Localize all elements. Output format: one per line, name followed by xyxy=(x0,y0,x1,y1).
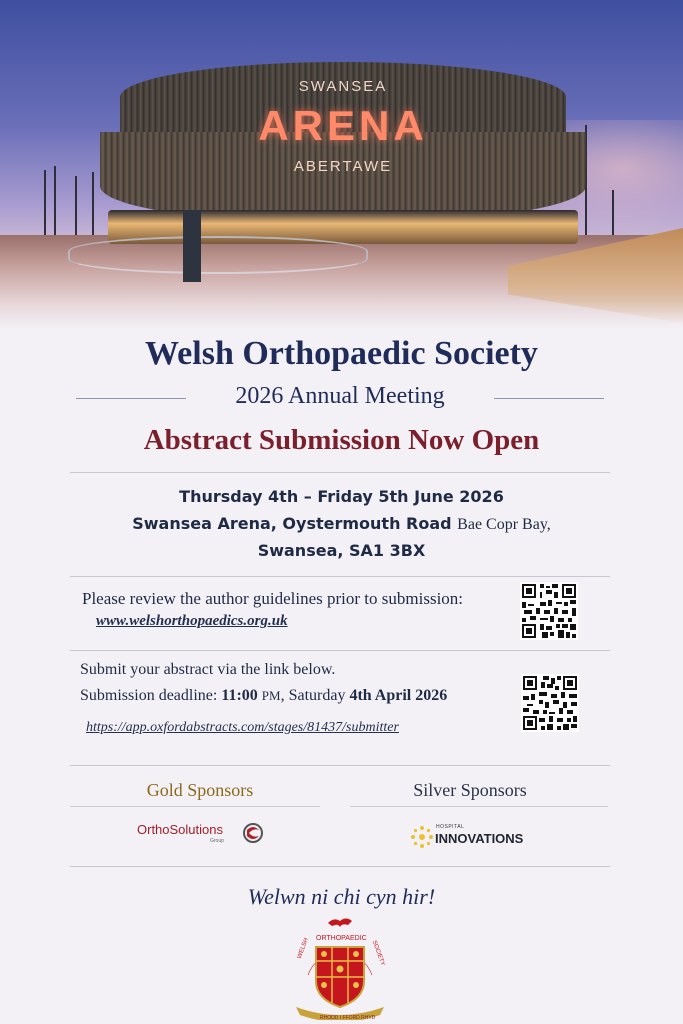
deadline-day: , Saturday xyxy=(280,687,346,704)
lamp-post xyxy=(54,166,56,240)
divider xyxy=(494,398,604,399)
gold-sponsors-heading: Gold Sponsors xyxy=(146,780,254,800)
society-crest-logo xyxy=(290,915,390,1020)
arena-sign-top: SWANSEA xyxy=(298,78,388,95)
hospital-innovations-logo-text[interactable]: INNOVATIONS xyxy=(435,831,524,846)
divider xyxy=(70,765,610,766)
event-dates: Thursday 4th – Friday 5th June 2026 xyxy=(179,487,504,506)
submission-qr-code[interactable] xyxy=(521,674,579,732)
venue-extra: Bae Copr Bay, xyxy=(457,516,551,533)
svg-text:SOCIETY: SOCIETY xyxy=(370,939,386,967)
svg-text:WELSH: WELSH xyxy=(296,937,310,960)
divider xyxy=(70,472,610,473)
hospital-innovations-logo-icon xyxy=(410,825,434,849)
divider xyxy=(70,576,610,577)
divider xyxy=(70,866,610,867)
lamp-post xyxy=(44,170,46,240)
svg-text:ORTHOPAEDIC: ORTHOPAEDIC xyxy=(316,935,367,942)
subtitle: 2026 Annual Meeting xyxy=(235,383,445,409)
guidelines-qr-code[interactable] xyxy=(520,582,578,640)
lamp-post xyxy=(92,172,94,240)
page-title: Welsh Orthopaedic Society xyxy=(145,335,538,372)
deadline-pm: PM xyxy=(261,688,281,703)
silver-sponsors-heading: Silver Sponsors xyxy=(413,780,527,800)
closing-message: Welwn ni chi cyn hir! xyxy=(247,884,436,909)
guidelines-link[interactable]: www.welshorthopaedics.org.uk xyxy=(96,613,288,629)
headline: Abstract Submission Now Open xyxy=(143,424,540,456)
hospital-innovations-small: HOSPITAL xyxy=(436,824,465,830)
orthosolutions-logo-text[interactable]: OrthoSolutions xyxy=(137,822,223,837)
svg-text:RHODD I FFORD RHYD: RHODD I FFORD RHYD xyxy=(320,1015,376,1020)
guidelines-text: Please review the author guidelines prior to submission: xyxy=(82,589,464,608)
arena-sign-name: ARENA xyxy=(258,102,428,149)
subtitle-row xyxy=(70,383,610,413)
deadline-time: 11:00 xyxy=(221,687,258,704)
qr-code-icon xyxy=(521,674,579,732)
dragon-icon xyxy=(328,919,352,928)
event-venue xyxy=(0,514,683,534)
sign-post xyxy=(183,210,201,282)
lamp-post xyxy=(612,190,614,235)
deadline-date: 4th April 2026 xyxy=(349,687,448,704)
orthosolutions-logo-icon xyxy=(242,822,264,844)
arena-sign-bottom: ABERTAWE xyxy=(293,158,393,175)
submission-deadline xyxy=(80,687,447,705)
submission-text: Submit your abstract via the link below. xyxy=(80,661,336,678)
divider xyxy=(70,650,610,651)
divider xyxy=(70,806,320,807)
railing xyxy=(68,236,368,274)
venue-name: Swansea Arena, Oystermouth Road xyxy=(132,514,452,533)
arena-photo xyxy=(0,0,683,330)
submission-link[interactable]: https://app.oxfordabstracts.com/stages/81437/submitter xyxy=(86,720,399,735)
qr-code-icon xyxy=(520,582,578,640)
lamp-post xyxy=(75,176,77,240)
event-city: Swansea, SA1 3BX xyxy=(257,541,426,560)
orthosolutions-logo-sub: Group xyxy=(210,838,224,844)
divider xyxy=(350,806,608,807)
deadline-label: Submission deadline: xyxy=(80,687,218,704)
